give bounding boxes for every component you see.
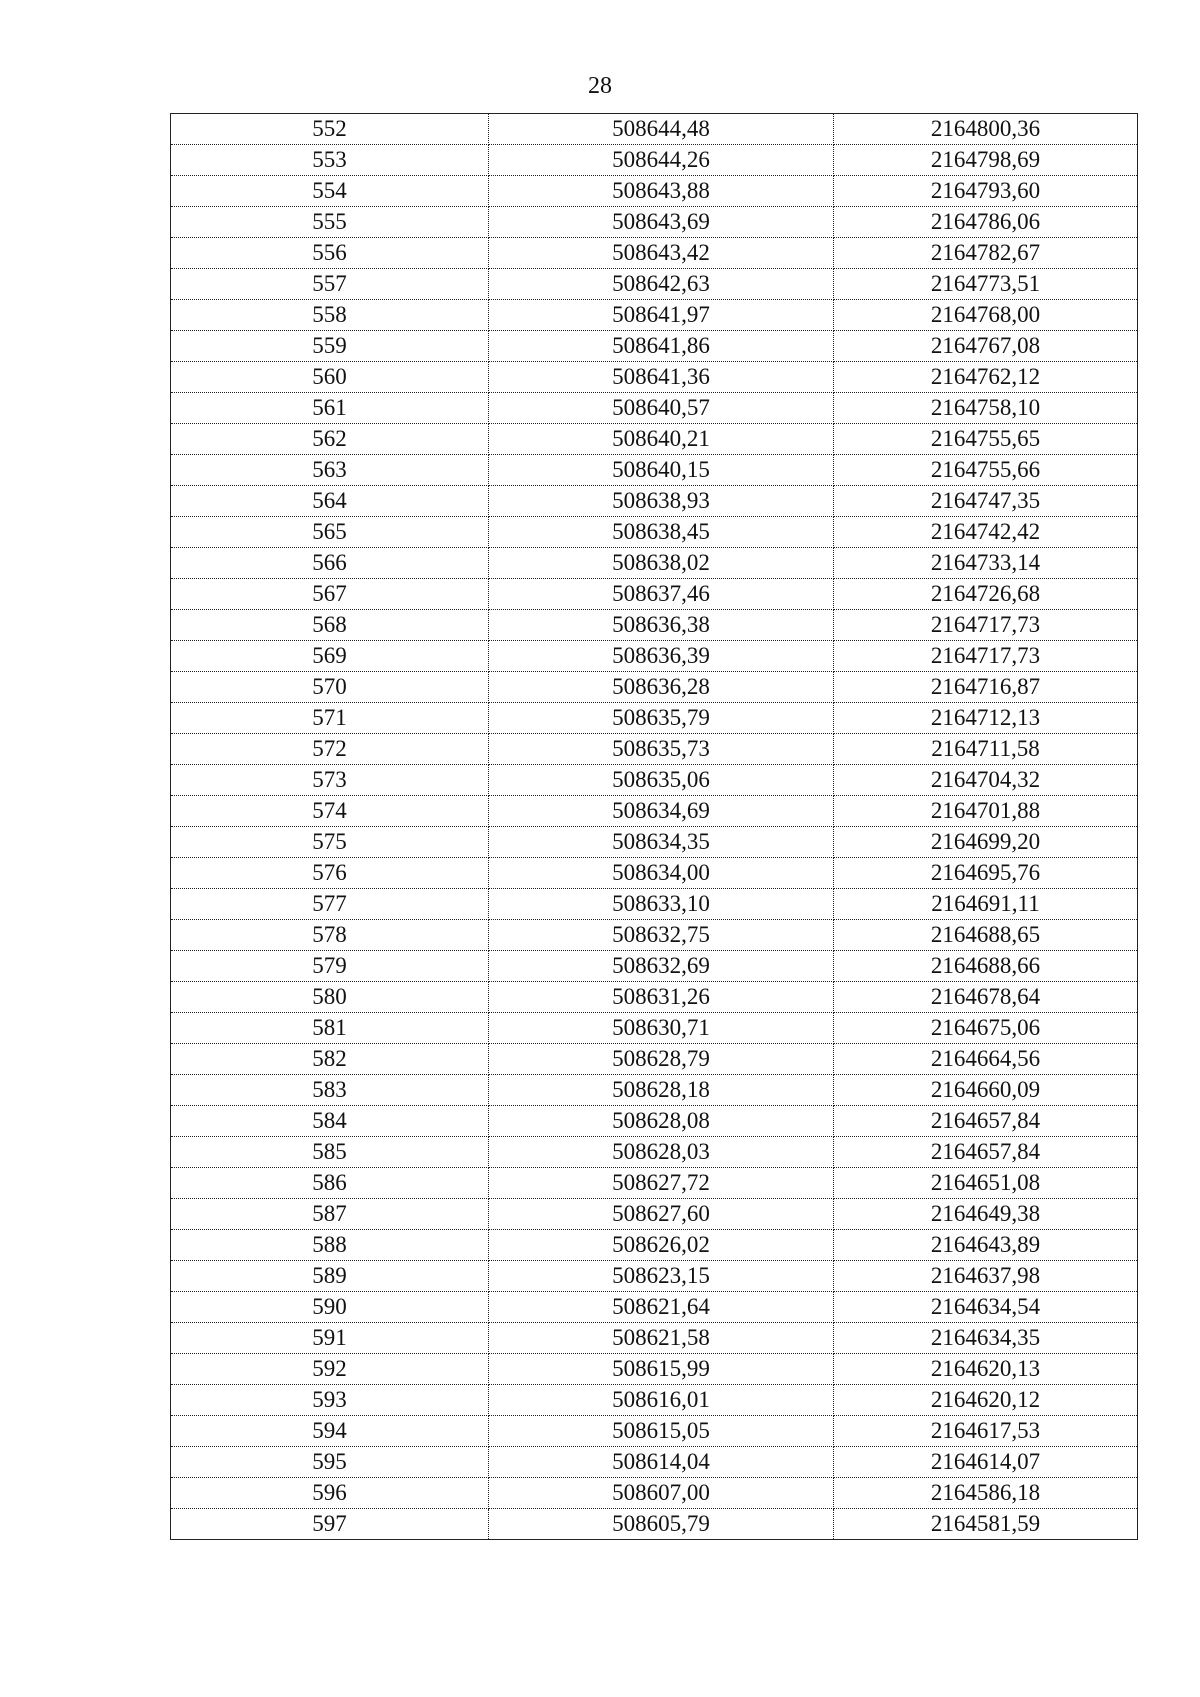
- point-number-cell: 565: [171, 517, 489, 548]
- x-coordinate-cell: 508628,79: [489, 1044, 834, 1075]
- y-coordinate-cell: 2164586,18: [834, 1478, 1138, 1509]
- table-row: [171, 1447, 1138, 1478]
- y-coordinate-cell: 2164786,06: [834, 207, 1138, 238]
- x-coordinate-cell: 508641,36: [489, 362, 834, 393]
- x-coordinate-cell: 508634,69: [489, 796, 834, 827]
- table-row: [171, 269, 1138, 300]
- point-number-cell: 561: [171, 393, 489, 424]
- y-coordinate-cell: 2164704,32: [834, 765, 1138, 796]
- table-row: [171, 1044, 1138, 1075]
- point-number-cell: 558: [171, 300, 489, 331]
- point-number-cell: 563: [171, 455, 489, 486]
- y-coordinate-cell: 2164617,53: [834, 1416, 1138, 1447]
- y-coordinate-cell: 2164664,56: [834, 1044, 1138, 1075]
- point-number-cell: 588: [171, 1230, 489, 1261]
- y-coordinate-cell: 2164634,54: [834, 1292, 1138, 1323]
- table-row: [171, 1509, 1138, 1540]
- x-coordinate-cell: 508640,21: [489, 424, 834, 455]
- y-coordinate-cell: 2164782,67: [834, 238, 1138, 269]
- y-coordinate-cell: 2164649,38: [834, 1199, 1138, 1230]
- table-row: [171, 362, 1138, 393]
- x-coordinate-cell: 508614,04: [489, 1447, 834, 1478]
- table-row: [171, 300, 1138, 331]
- y-coordinate-cell: 2164755,66: [834, 455, 1138, 486]
- table-row: [171, 1013, 1138, 1044]
- x-coordinate-cell: 508621,58: [489, 1323, 834, 1354]
- point-number-cell: 577: [171, 889, 489, 920]
- table-row: [171, 393, 1138, 424]
- y-coordinate-cell: 2164657,84: [834, 1137, 1138, 1168]
- y-coordinate-cell: 2164688,65: [834, 920, 1138, 951]
- point-number-cell: 596: [171, 1478, 489, 1509]
- y-coordinate-cell: 2164581,59: [834, 1509, 1138, 1540]
- y-coordinate-cell: 2164620,13: [834, 1354, 1138, 1385]
- y-coordinate-cell: 2164614,07: [834, 1447, 1138, 1478]
- table-row: [171, 703, 1138, 734]
- y-coordinate-cell: 2164800,36: [834, 114, 1138, 145]
- table-row: [171, 765, 1138, 796]
- x-coordinate-cell: 508636,28: [489, 672, 834, 703]
- y-coordinate-cell: 2164762,12: [834, 362, 1138, 393]
- y-coordinate-cell: 2164691,11: [834, 889, 1138, 920]
- table-row: [171, 1385, 1138, 1416]
- table-row: [171, 517, 1138, 548]
- table-row: [171, 1199, 1138, 1230]
- x-coordinate-cell: 508643,69: [489, 207, 834, 238]
- x-coordinate-cell: 508630,71: [489, 1013, 834, 1044]
- table-row: [171, 238, 1138, 269]
- point-number-cell: 553: [171, 145, 489, 176]
- x-coordinate-cell: 508607,00: [489, 1478, 834, 1509]
- x-coordinate-cell: 508634,00: [489, 858, 834, 889]
- x-coordinate-cell: 508640,57: [489, 393, 834, 424]
- x-coordinate-cell: 508638,93: [489, 486, 834, 517]
- table-row: [171, 889, 1138, 920]
- x-coordinate-cell: 508628,03: [489, 1137, 834, 1168]
- y-coordinate-cell: 2164793,60: [834, 176, 1138, 207]
- table-row: [171, 176, 1138, 207]
- point-number-cell: 567: [171, 579, 489, 610]
- point-number-cell: 569: [171, 641, 489, 672]
- table-row: [171, 145, 1138, 176]
- table-row: [171, 1137, 1138, 1168]
- point-number-cell: 585: [171, 1137, 489, 1168]
- x-coordinate-cell: 508636,38: [489, 610, 834, 641]
- table-row: [171, 548, 1138, 579]
- y-coordinate-cell: 2164637,98: [834, 1261, 1138, 1292]
- x-coordinate-cell: 508637,46: [489, 579, 834, 610]
- point-number-cell: 595: [171, 1447, 489, 1478]
- point-number-cell: 586: [171, 1168, 489, 1199]
- table-row: [171, 796, 1138, 827]
- point-number-cell: 589: [171, 1261, 489, 1292]
- x-coordinate-cell: 508644,26: [489, 145, 834, 176]
- x-coordinate-cell: 508627,60: [489, 1199, 834, 1230]
- x-coordinate-cell: 508615,99: [489, 1354, 834, 1385]
- point-number-cell: 560: [171, 362, 489, 393]
- x-coordinate-cell: 508605,79: [489, 1509, 834, 1540]
- table-row: [171, 982, 1138, 1013]
- y-coordinate-cell: 2164678,64: [834, 982, 1138, 1013]
- point-number-cell: 581: [171, 1013, 489, 1044]
- point-number-cell: 578: [171, 920, 489, 951]
- x-coordinate-cell: 508626,02: [489, 1230, 834, 1261]
- y-coordinate-cell: 2164733,14: [834, 548, 1138, 579]
- point-number-cell: 575: [171, 827, 489, 858]
- point-number-cell: 576: [171, 858, 489, 889]
- table-row: [171, 486, 1138, 517]
- y-coordinate-cell: 2164755,65: [834, 424, 1138, 455]
- point-number-cell: 580: [171, 982, 489, 1013]
- y-coordinate-cell: 2164651,08: [834, 1168, 1138, 1199]
- point-number-cell: 562: [171, 424, 489, 455]
- point-number-cell: 583: [171, 1075, 489, 1106]
- point-number-cell: 557: [171, 269, 489, 300]
- point-number-cell: 572: [171, 734, 489, 765]
- point-number-cell: 594: [171, 1416, 489, 1447]
- point-number-cell: 570: [171, 672, 489, 703]
- point-number-cell: 566: [171, 548, 489, 579]
- table-row: [171, 424, 1138, 455]
- x-coordinate-cell: 508642,63: [489, 269, 834, 300]
- x-coordinate-cell: 508640,15: [489, 455, 834, 486]
- table-row: [171, 951, 1138, 982]
- table-row: [171, 734, 1138, 765]
- x-coordinate-cell: 508636,39: [489, 641, 834, 672]
- y-coordinate-cell: 2164711,58: [834, 734, 1138, 765]
- point-number-cell: 593: [171, 1385, 489, 1416]
- x-coordinate-cell: 508643,88: [489, 176, 834, 207]
- point-number-cell: 552: [171, 114, 489, 145]
- y-coordinate-cell: 2164716,87: [834, 672, 1138, 703]
- table-row: [171, 1416, 1138, 1447]
- table-row: [171, 579, 1138, 610]
- x-coordinate-cell: 508615,05: [489, 1416, 834, 1447]
- table-row: [171, 610, 1138, 641]
- x-coordinate-cell: 508627,72: [489, 1168, 834, 1199]
- point-number-cell: 555: [171, 207, 489, 238]
- y-coordinate-cell: 2164717,73: [834, 610, 1138, 641]
- page-number: 28: [588, 73, 612, 99]
- x-coordinate-cell: 508631,26: [489, 982, 834, 1013]
- point-number-cell: 556: [171, 238, 489, 269]
- table-row: [171, 114, 1138, 145]
- y-coordinate-cell: 2164660,09: [834, 1075, 1138, 1106]
- y-coordinate-cell: 2164634,35: [834, 1323, 1138, 1354]
- coordinates-table-body: [171, 114, 1138, 1540]
- x-coordinate-cell: 508632,75: [489, 920, 834, 951]
- table-row: [171, 331, 1138, 362]
- table-row: [171, 1261, 1138, 1292]
- point-number-cell: 573: [171, 765, 489, 796]
- x-coordinate-cell: 508632,69: [489, 951, 834, 982]
- y-coordinate-cell: 2164675,06: [834, 1013, 1138, 1044]
- x-coordinate-cell: 508635,06: [489, 765, 834, 796]
- table-row: [171, 1478, 1138, 1509]
- table-row: [171, 1292, 1138, 1323]
- y-coordinate-cell: 2164699,20: [834, 827, 1138, 858]
- x-coordinate-cell: 508638,02: [489, 548, 834, 579]
- y-coordinate-cell: 2164773,51: [834, 269, 1138, 300]
- table-row: [171, 455, 1138, 486]
- point-number-cell: 592: [171, 1354, 489, 1385]
- table-row: [171, 641, 1138, 672]
- x-coordinate-cell: 508616,01: [489, 1385, 834, 1416]
- table-row: [171, 827, 1138, 858]
- y-coordinate-cell: 2164712,13: [834, 703, 1138, 734]
- point-number-cell: 584: [171, 1106, 489, 1137]
- y-coordinate-cell: 2164620,12: [834, 1385, 1138, 1416]
- y-coordinate-cell: 2164747,35: [834, 486, 1138, 517]
- y-coordinate-cell: 2164643,89: [834, 1230, 1138, 1261]
- point-number-cell: 568: [171, 610, 489, 641]
- table-row: [171, 1323, 1138, 1354]
- x-coordinate-cell: 508643,42: [489, 238, 834, 269]
- x-coordinate-cell: 508635,73: [489, 734, 834, 765]
- table-row: [171, 920, 1138, 951]
- x-coordinate-cell: 508628,18: [489, 1075, 834, 1106]
- point-number-cell: 571: [171, 703, 489, 734]
- y-coordinate-cell: 2164701,88: [834, 796, 1138, 827]
- table-row: [171, 1168, 1138, 1199]
- point-number-cell: 591: [171, 1323, 489, 1354]
- point-number-cell: 554: [171, 176, 489, 207]
- point-number-cell: 597: [171, 1509, 489, 1540]
- x-coordinate-cell: 508641,97: [489, 300, 834, 331]
- table-row: [171, 1230, 1138, 1261]
- x-coordinate-cell: 508641,86: [489, 331, 834, 362]
- table-row: [171, 1075, 1138, 1106]
- y-coordinate-cell: 2164717,73: [834, 641, 1138, 672]
- y-coordinate-cell: 2164742,42: [834, 517, 1138, 548]
- point-number-cell: 559: [171, 331, 489, 362]
- y-coordinate-cell: 2164758,10: [834, 393, 1138, 424]
- x-coordinate-cell: 508644,48: [489, 114, 834, 145]
- table-row: [171, 207, 1138, 238]
- table-row: [171, 1106, 1138, 1137]
- x-coordinate-cell: 508628,08: [489, 1106, 834, 1137]
- point-number-cell: 582: [171, 1044, 489, 1075]
- x-coordinate-cell: 508621,64: [489, 1292, 834, 1323]
- point-number-cell: 587: [171, 1199, 489, 1230]
- x-coordinate-cell: 508638,45: [489, 517, 834, 548]
- point-number-cell: 590: [171, 1292, 489, 1323]
- y-coordinate-cell: 2164768,00: [834, 300, 1138, 331]
- x-coordinate-cell: 508633,10: [489, 889, 834, 920]
- x-coordinate-cell: 508635,79: [489, 703, 834, 734]
- x-coordinate-cell: 508634,35: [489, 827, 834, 858]
- coordinates-table: [170, 113, 1138, 1540]
- y-coordinate-cell: 2164767,08: [834, 331, 1138, 362]
- y-coordinate-cell: 2164688,66: [834, 951, 1138, 982]
- point-number-cell: 579: [171, 951, 489, 982]
- y-coordinate-cell: 2164798,69: [834, 145, 1138, 176]
- x-coordinate-cell: 508623,15: [489, 1261, 834, 1292]
- point-number-cell: 574: [171, 796, 489, 827]
- y-coordinate-cell: 2164657,84: [834, 1106, 1138, 1137]
- point-number-cell: 564: [171, 486, 489, 517]
- y-coordinate-cell: 2164695,76: [834, 858, 1138, 889]
- table-row: [171, 858, 1138, 889]
- table-row: [171, 672, 1138, 703]
- table-row: [171, 1354, 1138, 1385]
- y-coordinate-cell: 2164726,68: [834, 579, 1138, 610]
